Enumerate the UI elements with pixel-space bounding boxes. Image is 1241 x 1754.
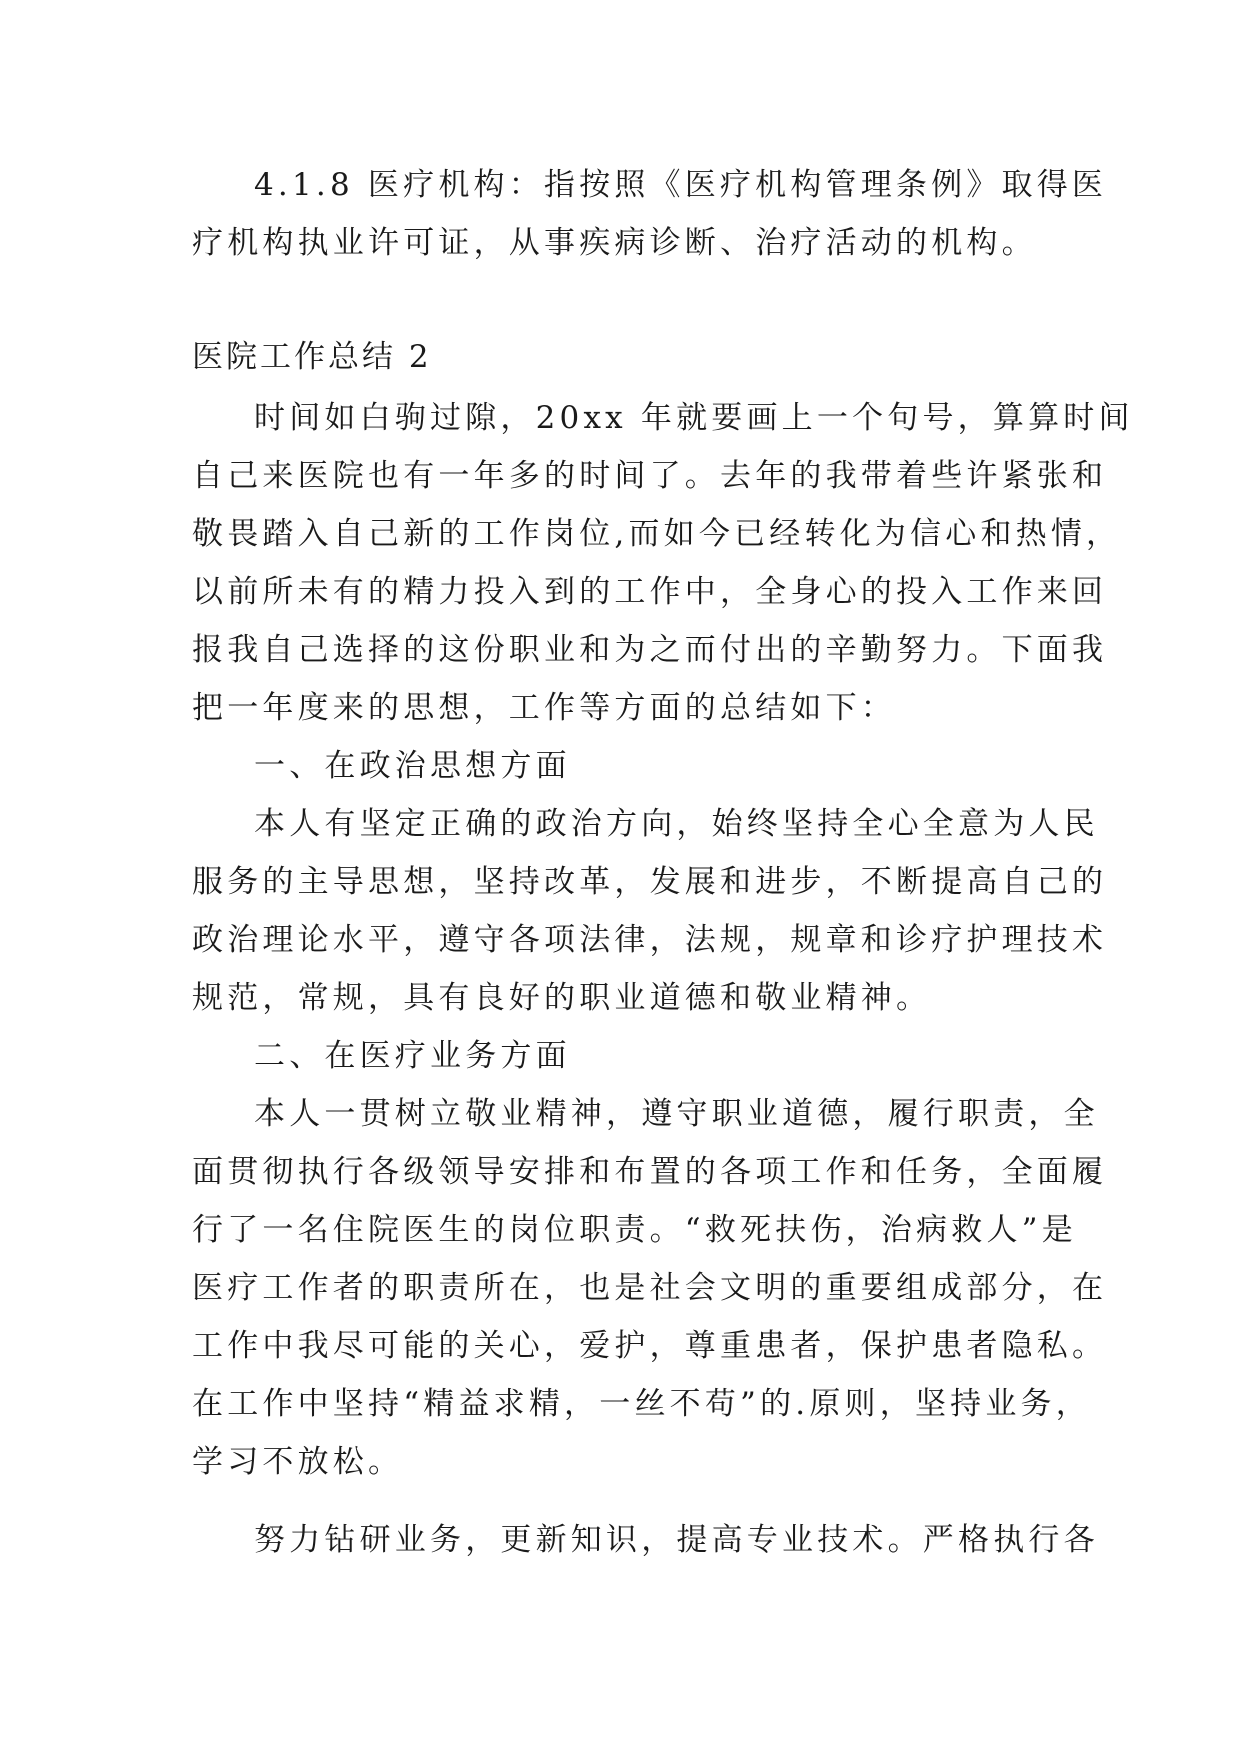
part3-line-1: 努力钻研业务，更新知识，提高专业技术。严格执行各: [254, 1522, 1099, 1558]
intro-line-6: 把一年度来的思想，工作等方面的总结如下：: [192, 690, 896, 726]
part1-line-3: 政治理论水平，遵守各项法律，法规，规章和诊疗护理技术: [192, 922, 1108, 958]
part2-line-5: 工作中我尽可能的关心，爱护，尊重患者，保护患者隐私。: [192, 1328, 1108, 1364]
intro-line-2: 自己来医院也有一年多的时间了。去年的我带着些许紧张和: [192, 458, 1108, 494]
paragraph-418-line-2: 疗机构执业许可证，从事疾病诊断、治疗活动的机构。: [192, 225, 1037, 261]
intro-line-1: 时间如白驹过隙，20xx 年就要画上一个句号，算算时间: [254, 400, 1134, 436]
part1-line-1: 本人有坚定正确的政治方向，始终坚持全心全意为人民: [254, 806, 1099, 842]
part2-line-4: 医疗工作者的职责所在，也是社会文明的重要组成部分，在: [192, 1270, 1108, 1306]
part1-line-4: 规范，常规，具有良好的职业道德和敬业精神。: [192, 980, 932, 1016]
part2-heading: 二、在医疗业务方面: [254, 1038, 571, 1074]
intro-line-4: 以前所未有的精力投入到的工作中，全身心的投入工作来回: [192, 574, 1108, 610]
intro-line-3: 敬畏踏入自己新的工作岗位,而如今已经转化为信心和热情，: [192, 516, 1122, 552]
paragraph-418-line-1: 4.1.8 医疗机构：指按照《医疗机构管理条例》取得医: [254, 167, 1108, 203]
section-title: 医院工作总结 2: [192, 339, 432, 375]
part2-line-2: 面贯彻执行各级领导安排和布置的各项工作和任务，全面履: [192, 1154, 1108, 1190]
part1-line-2: 服务的主导思想，坚持改革，发展和进步，不断提高自己的: [192, 864, 1108, 900]
part1-heading: 一、在政治思想方面: [254, 748, 571, 784]
intro-line-5: 报我自己选择的这份职业和为之而付出的辛勤努力。下面我: [192, 632, 1108, 668]
part2-line-3: 行了一名住院医生的岗位职责。“救死扶伤，治病救人”是: [192, 1212, 1077, 1248]
part2-line-1: 本人一贯树立敬业精神，遵守职业道德，履行职责，全: [254, 1096, 1099, 1132]
part2-line-7: 学习不放松。: [192, 1444, 404, 1480]
part2-line-6: 在工作中坚持“精益求精，一丝不苟”的.原则，坚持业务，: [192, 1386, 1091, 1422]
